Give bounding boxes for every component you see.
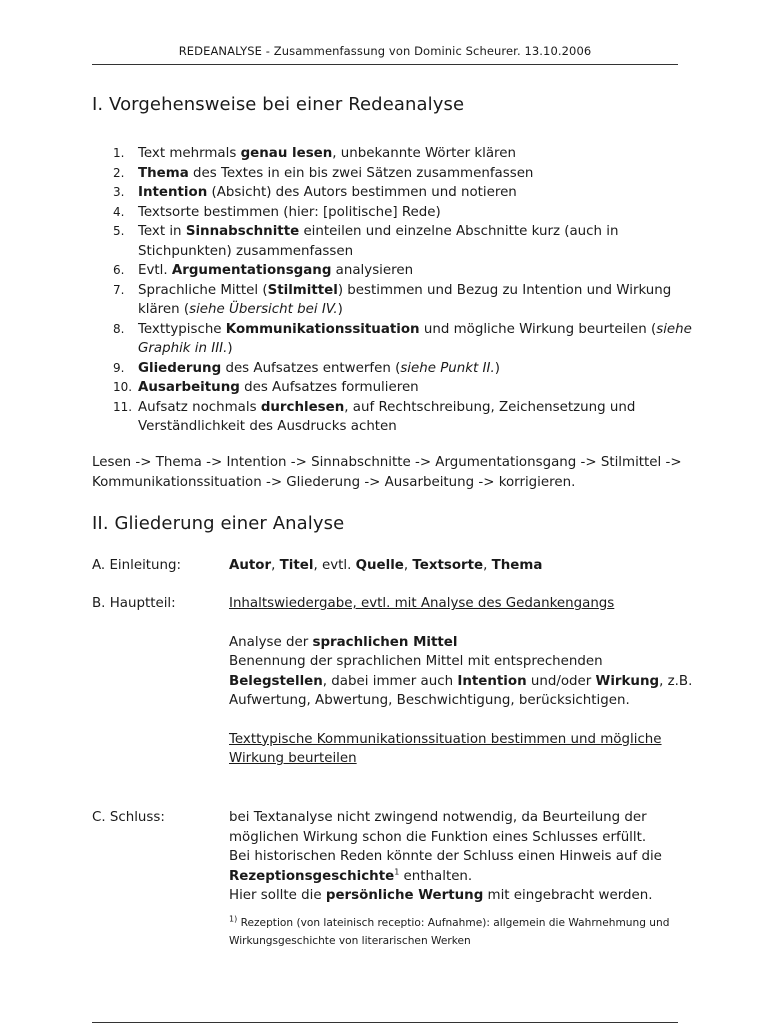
step-item (92, 203, 692, 223)
hauptteil-sprachliche-mittel (229, 633, 699, 711)
step-item (92, 378, 692, 398)
bold-term: Gliederung (138, 360, 222, 376)
section-heading-gliederung: II. Gliederung einer Analyse (92, 513, 345, 534)
step-text (138, 224, 618, 259)
italic-reference: siehe Punkt II. (400, 360, 495, 376)
bold-term: Intention (457, 673, 527, 689)
text-run: ) (227, 341, 233, 356)
step-text (138, 166, 533, 181)
text-run: des Textes in ein bis zwei Sätzen zusammenfassen (188, 165, 534, 181)
bold-term: durchlesen (260, 399, 345, 415)
bold-term: Belegstellen (229, 673, 323, 689)
text-run: Text in (138, 224, 186, 239)
bold-term: Argumentationsgang (171, 263, 332, 278)
step-text (138, 263, 413, 278)
text-run: , auf Rechtschreibung, Zeichensetzung und Verständlichkeit des Ausdrucks achten (138, 399, 636, 434)
schluss-content (229, 808, 699, 950)
text-run: des Aufsatzes entwerfen ( (221, 360, 401, 376)
bold-term: Kommunikationssituation (225, 321, 420, 337)
step-number: 11. (113, 399, 133, 414)
step-number: 6. (113, 263, 125, 277)
step-number: 1. (113, 146, 125, 160)
step-item (92, 222, 692, 261)
step-text (138, 185, 517, 200)
text-run: Aufsatz nochmals (138, 399, 261, 415)
text-run: Hier sollte die (229, 888, 326, 903)
footnote-text: Rezeption (von lateinisch receptio: Aufnahme): allgemein die Wahrnehmung und Wirkungsgeschichte von literarischen Werken (229, 916, 670, 947)
text-run: , dabei immer auch (322, 673, 458, 689)
schluss-label: C. Schluss: (92, 810, 165, 825)
bold-term: Ausarbeitung (138, 380, 240, 395)
page-header: REDEANALYSE - Zusammenfassung von Dominic Scheurer. 13.10.2006 (92, 44, 678, 65)
text-run: des Aufsatzes formulieren (239, 380, 419, 395)
text-run: (Absicht) des Autors bestimmen und notieren (207, 185, 517, 200)
bold-term: genau lesen (240, 146, 333, 161)
bold-term: Sinnabschnitte (185, 224, 300, 239)
text-run: Benennung der sprachlichen Mittel mit entsprechenden (229, 654, 603, 669)
bold-term: persönliche Wertung (325, 888, 484, 903)
step-text (138, 146, 516, 161)
footer-rule (92, 1022, 678, 1023)
hauptteil-kommunikationssituation: Texttypische Kommunikationssituation bestimmen und mögliche Wirkung beurteilen (229, 731, 662, 766)
text-run: , unbekannte Wörter klären (332, 146, 516, 161)
footnote-reference: 1 (394, 867, 400, 877)
bold-term: Wirkung (595, 673, 660, 689)
text-run: ) (494, 360, 500, 376)
text-run: und/oder (526, 673, 596, 689)
text-run: Texttypische (138, 321, 226, 337)
text-run: Sprachliche Mittel ( (138, 282, 268, 298)
bold-term: Textsorte (412, 558, 484, 573)
text-run: Textsorte bestimmen (hier: [politische] Rede) (138, 204, 441, 220)
text-run: enthalten. (399, 868, 473, 884)
footnote-mark: 1) (229, 913, 238, 923)
text-run: , (403, 558, 413, 573)
schluss-text (229, 808, 699, 906)
text-run: und mögliche Wirkung beurteilen ( (419, 321, 657, 337)
text-run: Bei historischen Reden könnte der Schluss einen Hinweis auf die (229, 849, 662, 864)
text-run: ) (337, 302, 343, 317)
hauptteil-inhaltswiedergabe: Inhaltswiedergabe, evtl. mit Analyse des Gedankengangs (229, 596, 615, 611)
step-number: 2. (113, 165, 125, 180)
step-number: 10. (113, 380, 133, 394)
text-run: Text mehrmals (138, 146, 241, 161)
footnote (229, 914, 699, 950)
step-item (92, 359, 692, 379)
step-text (138, 380, 419, 395)
step-item (92, 164, 692, 184)
step-item (92, 261, 692, 281)
step-item (92, 144, 692, 164)
step-number: 4. (113, 204, 125, 219)
bold-term: Thema (491, 558, 543, 573)
text-run: , evtl. (313, 558, 356, 573)
step-list (92, 144, 692, 437)
text-run: ) bestimmen und Bezug zu Intention und Wirkung klären ( (138, 282, 672, 317)
hauptteil-content (229, 594, 699, 769)
bold-term: sprachlichen Mittel (312, 634, 458, 650)
bold-term: Rezeptionsgeschichte (229, 868, 395, 884)
step-text (138, 322, 692, 357)
hauptteil-label: B. Hauptteil: (92, 596, 176, 611)
bold-term: Stilmittel (267, 282, 338, 298)
bold-term: Quelle (355, 558, 404, 573)
text-run: Analyse der (229, 634, 313, 650)
bold-term: Intention (138, 185, 208, 200)
step-number: 9. (113, 360, 125, 375)
text-run: , (271, 558, 280, 573)
section-heading-vorgehensweise: I. Vorgehensweise bei einer Redeanalyse (92, 94, 465, 115)
einleitung-label: A. Einleitung: (92, 558, 182, 573)
text-run: , (483, 558, 492, 573)
step-text (138, 400, 635, 435)
step-number: 8. (113, 321, 125, 336)
step-item (92, 183, 692, 203)
bold-term: Titel (279, 558, 314, 573)
italic-reference: siehe Graphik in III. (138, 321, 692, 356)
text-run: bei Textanalyse nicht zwingend notwendig, da Beurteilung der möglichen Wirkung schon die Funktion eines Schlusses erfüllt. (229, 810, 647, 845)
text-run: einteilen und einzelne Abschnitte kurz (auch in Stichpunkten) zusammenfassen (138, 224, 619, 259)
step-number: 5. (113, 224, 125, 238)
step-item (92, 281, 692, 320)
step-text (138, 205, 441, 220)
step-item (92, 320, 692, 359)
text-run: Evtl. (138, 263, 172, 278)
bold-term: Thema (138, 165, 189, 181)
step-number: 3. (113, 185, 125, 199)
text-run: , z.B. Aufwertung, Abwertung, Beschwichtigung, berücksichtigen. (229, 673, 693, 708)
step-number: 7. (113, 282, 125, 297)
step-item (92, 398, 692, 437)
text-run: mit eingebracht werden. (483, 888, 653, 903)
einleitung-content (229, 556, 699, 576)
step-text (138, 283, 671, 318)
text-run: analysieren (331, 263, 414, 278)
step-text (138, 361, 500, 376)
italic-reference: siehe Übersicht bei IV. (189, 302, 338, 317)
process-flow: Lesen -> Thema -> Intention -> Sinnabschnitte -> Argumentationsgang -> Stilmittel -> Kommunikationssituation -> Gliederung -> Ausarbeitung -> korrigieren. (92, 455, 682, 490)
bold-term: Autor (229, 558, 272, 573)
